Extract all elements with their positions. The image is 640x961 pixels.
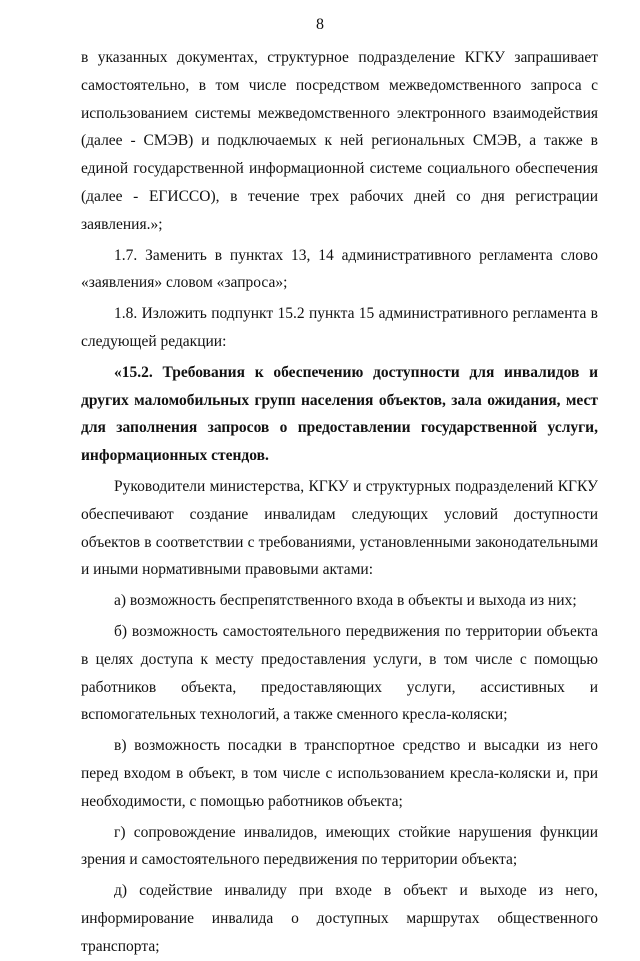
list-item-g: г) сопровождение инвалидов, имеющих стойкие нарушения функции зрения и самостоятельного передвижения по территории объекта; [81,823,598,869]
section-heading-15-2: «15.2. Требования к обеспечению доступности для инвалидов и других маломобильных групп населения объектов, зала ожидания, мест для заполнения запросов о предоставлении государственной услуги, информационных стендов. [81,363,598,465]
page-number: 8 [316,16,324,33]
paragraph-1-8: 1.8. Изложить подпункт 15.2 пункта 15 административного регламента в следующей редакции: [81,305,598,350]
document-body [81,44,598,961]
list-item-d: д) содействие инвалиду при входе в объект и выходе из него, информирование инвалида о доступных маршрутах общественного транспорта; [81,882,598,955]
list-item-a: а) возможность беспрепятственного входа в объекты и выхода из них; [114,592,577,610]
list-item-v: в) возможность посадки в транспортное средство и высадки из него перед входом в объект, в том числе с использованием кресла-коляски и, при необходимости, с помощью работников объекта; [81,737,598,810]
paragraph-accessibility-intro: Руководители министерства, КГКУ и структурных подразделений КГКУ обеспечивают создание инвалидам следующих условий доступности объектов в соответствии с требованиями, установленными законодательными и иными нормативными правовыми актами: [81,477,598,579]
paragraph-1-7: 1.7. Заменить в пунктах 13, 14 административного регламента слово «заявления» словом «запроса»; [81,246,598,292]
paragraph-continuation: в указанных документах, структурное подразделение КГКУ запрашивает самостоятельно, в том числе посредством межведомственного запроса с использованием системы межведомственного электронного взаимодействия (далее - СМЭВ) и подключаемых к ней региональных СМЭВ, а также в единой государственной информационной системе социального обеспечения (далее - ЕГИССО), в течение трех рабочих дней со дня регистрации заявления.»; [81,49,598,233]
list-item-b: б) возможность самостоятельного передвижения по территории объекта в целях доступа к месту предоставления услуги, в том числе с помощью работников объекта, предоставляющих услуги, ассистивных и вспомогательных технологий, а также сменного кресла-коляски; [81,622,598,724]
